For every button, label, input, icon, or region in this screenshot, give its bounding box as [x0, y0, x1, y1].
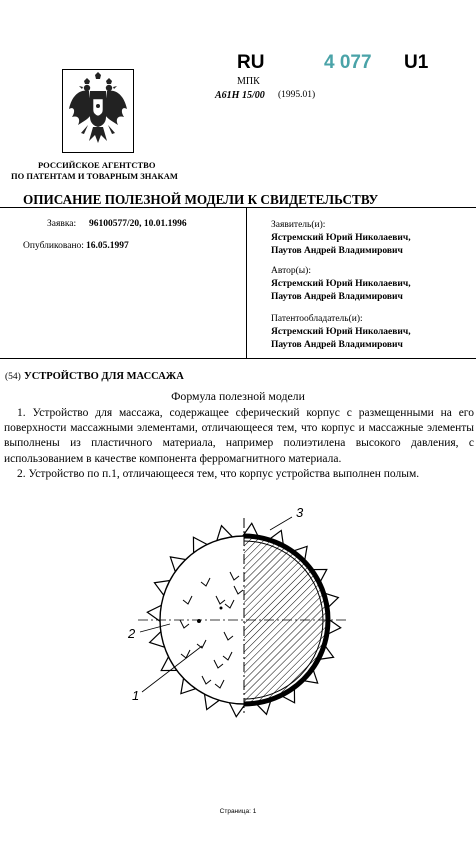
claim-2: 2. Устройство по п.1, отличающееся тем, что корпус устройства выполнен полым.: [17, 467, 420, 480]
document-number: 4 077: [324, 52, 372, 73]
application-label: Заявка:: [47, 219, 77, 229]
mpk-year: (1995.01): [278, 90, 316, 100]
owners-block: [271, 313, 411, 352]
authors-block: [271, 265, 411, 304]
claims-block: [4, 406, 474, 482]
published-label: Опубликовано:: [23, 241, 84, 251]
application-value: 96100577/20, 10.01.1996: [89, 219, 187, 229]
author-name: Паутов Андрей Владимирович: [271, 292, 403, 302]
biblio-bottom-rule: [0, 358, 476, 359]
inid-code-54: (54): [5, 372, 21, 382]
document-title: ОПИСАНИЕ ПОЛЕЗНОЙ МОДЕЛИ К СВИДЕТЕЛЬСТВУ: [23, 192, 379, 207]
device-drawing: [120, 500, 366, 720]
country-code: RU: [237, 52, 265, 73]
formula-heading: Формула полезной модели: [171, 389, 305, 403]
applicant-name: Паутов Андрей Владимирович: [271, 246, 403, 256]
massage-spike: [229, 703, 245, 717]
mpk-code: A61H 15/00: [215, 90, 265, 101]
figure-label-3: 3: [296, 505, 304, 520]
owner-name: Ястремский Юрий Николаевич,: [271, 327, 411, 337]
author-label: Автор(ы):: [271, 266, 311, 276]
figure-label-2: 2: [128, 626, 136, 641]
claim-1: 1. Устройство для массажа, содержащее сферический корпус с размещенными на его поверхности массажными элементами, отличающееся тем, что корпус и массажные элементы выполнены из пластичного материала, например полиэтилена высокого давления, с использованием в качестве компонента ферромагнитного материала.: [4, 407, 474, 465]
applicant-label: Заявитель(и):: [271, 220, 326, 230]
applicants-block: [271, 219, 411, 258]
massage-spike: [147, 605, 161, 621]
double-headed-eagle-emblem-icon: [62, 69, 134, 153]
invention-title: УСТРОЙСТВО ДЛЯ МАССАЖА: [24, 371, 184, 382]
published-value: 16.05.1997: [86, 241, 129, 251]
page-footer: Страница: 1: [219, 808, 257, 815]
applicant-name: Ястремский Юрий Николаевич,: [271, 233, 411, 243]
title-rule: [0, 207, 476, 208]
mpk-label: МПК: [237, 76, 260, 87]
author-name: Ястремский Юрий Николаевич,: [271, 279, 411, 289]
document-kind: U1: [404, 52, 429, 73]
agency-name-line1: РОССИЙСКОЕ АГЕНТСТВО: [38, 160, 156, 170]
column-divider: [246, 208, 247, 358]
agency-name-line2: ПО ПАТЕНТАМ И ТОВАРНЫМ ЗНАКАМ: [11, 171, 178, 181]
figure-label-1: 1: [132, 688, 140, 703]
owner-name: Паутов Андрей Владимирович: [271, 340, 403, 350]
owner-label: Патентообладатель(и):: [271, 314, 363, 324]
